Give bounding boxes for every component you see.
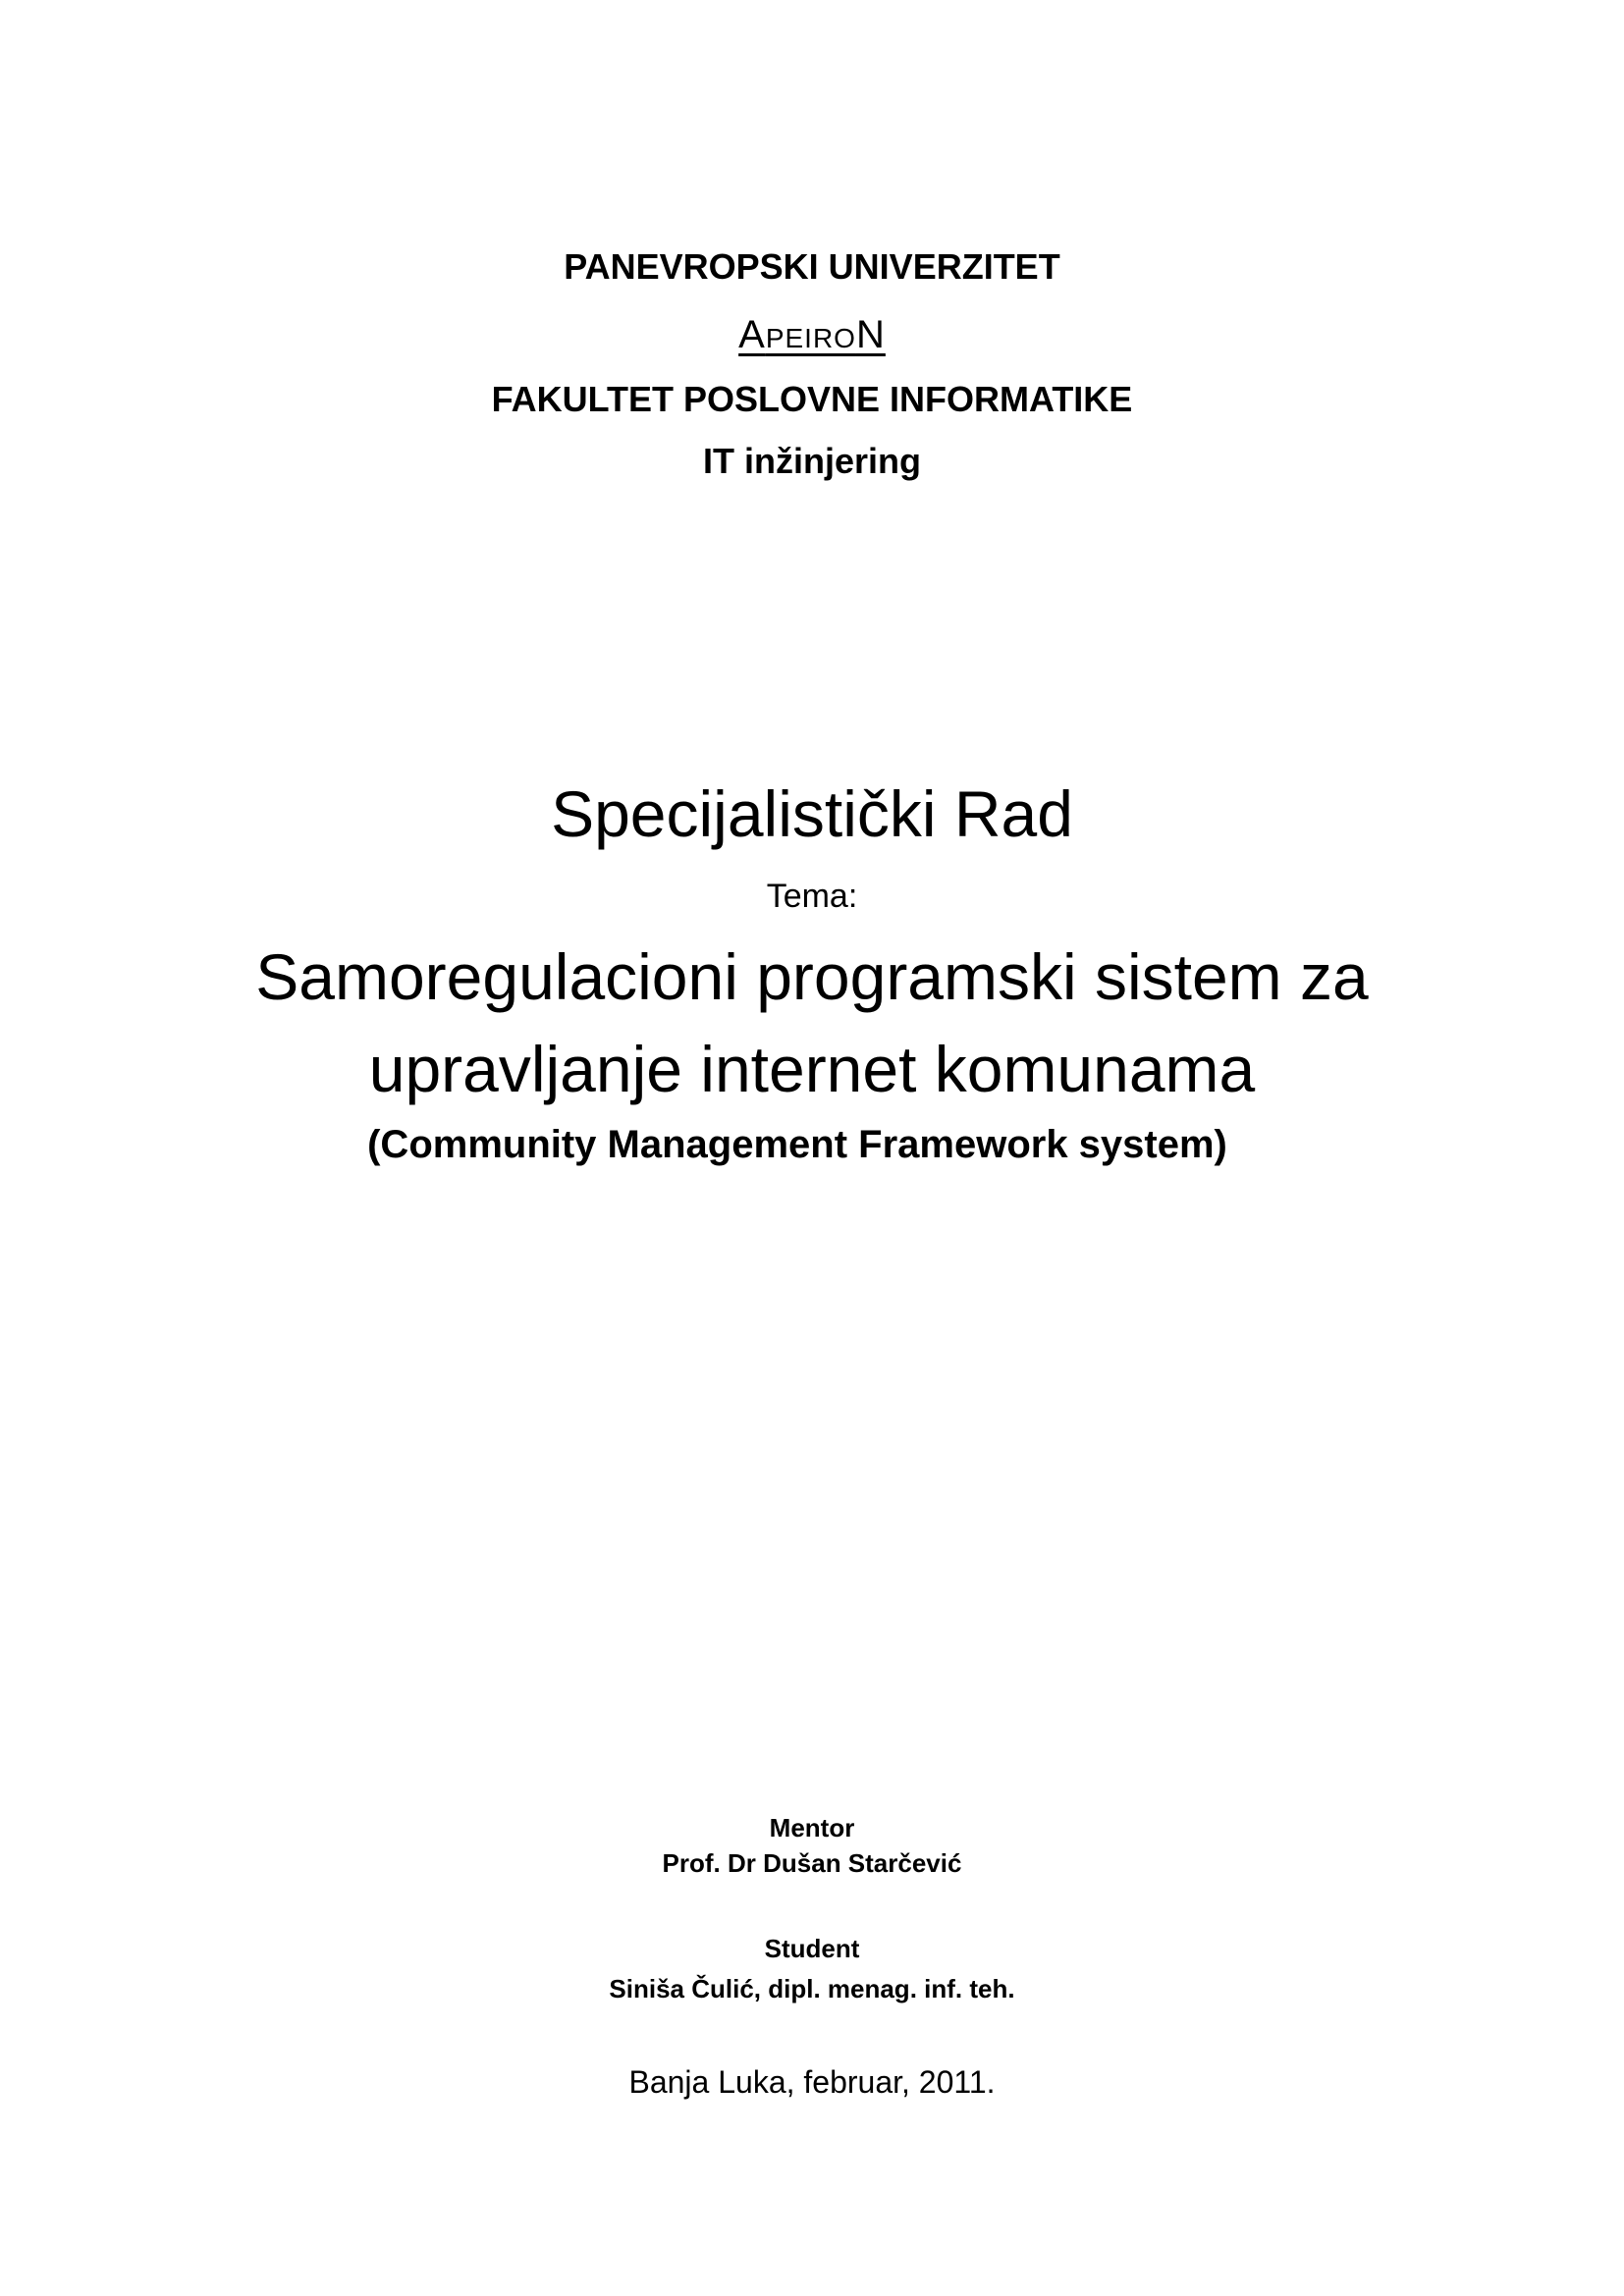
student-name: Siniša Čulić, dipl. menag. inf. teh. xyxy=(609,1974,1015,2003)
faculty-name: FAKULTET POSLOVNE INFORMATIKE xyxy=(491,379,1133,419)
topic-line-2: upravljanje internet komunama xyxy=(368,1033,1256,1105)
study-program: IT inžinjering xyxy=(703,441,921,481)
topic-label: Tema: xyxy=(766,878,858,915)
mentor-name: Prof. Dr Dušan Starčević xyxy=(662,1848,962,1878)
institution-wordmark: APEIRON xyxy=(738,313,886,356)
place-and-date: Banja Luka, februar, 2011. xyxy=(628,2064,996,2100)
topic-english: (Community Management Framework system) xyxy=(367,1123,1227,1166)
document-title: Specijalistički Rad xyxy=(551,777,1073,850)
mentor-label: Mentor xyxy=(769,1813,855,1842)
topic-line-1: Samoregulacioni programski sistem za xyxy=(255,940,1369,1013)
university-name: PANEVROPSKI UNIVERZITET xyxy=(564,246,1060,287)
student-label: Student xyxy=(764,1934,860,1963)
